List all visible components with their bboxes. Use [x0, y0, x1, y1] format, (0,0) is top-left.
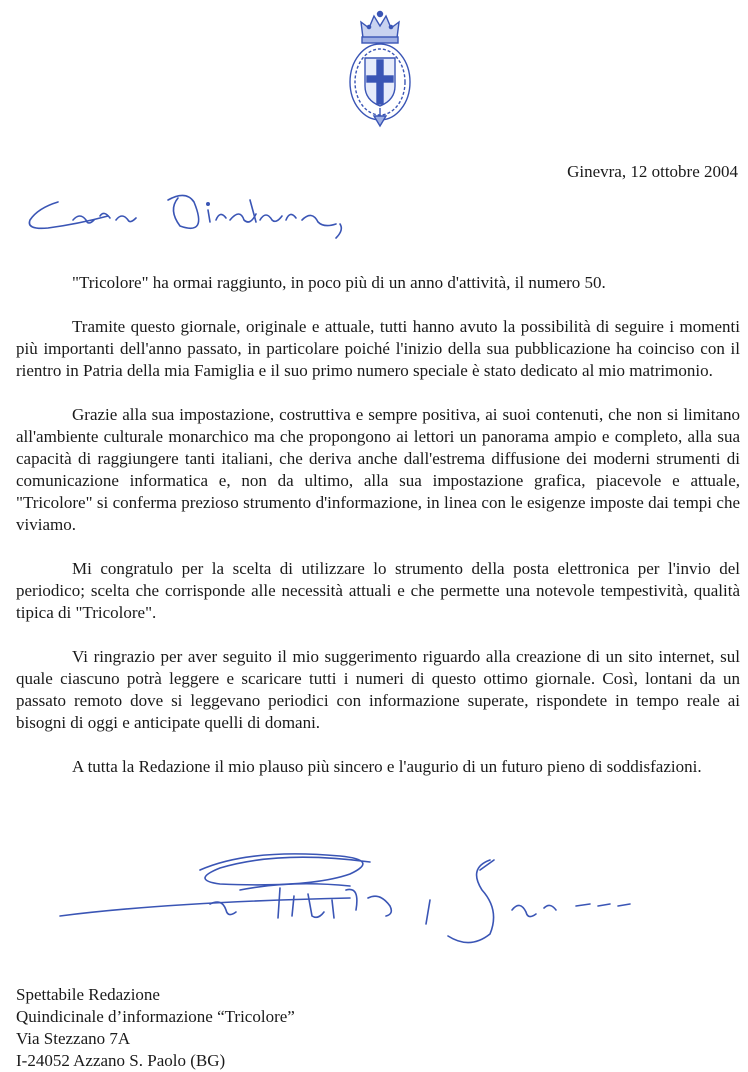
address-line-3: Via Stezzano 7A: [16, 1029, 131, 1048]
paragraph-4: Mi congratulo per la scelta di utilizzare lo strumento della posta elettronica per l'invio del periodico; scelta che corrisponde alle necessità attuali e che permette una notevole tempestività, qualità tipica di "Tricolore".: [16, 559, 740, 622]
paragraph-3: Grazie alla sua impostazione, costruttiva e sempre positiva, ai suoi contenuti, che non si limitano all'ambiente culturale monarchico ma che propongono ai lettori un panorama ampio e completo, alla sua capacità di raggiungere tanti italiani, che deriva anche dall'estrema diffusione dei moderni strumenti di comunicazione informatica e, non da ultimo, alla sua impostazione grafica, piacevole e attuale, "Tricolore" si conferma prezioso strumento d'informazione, in linea con le esigenze imposte dai tempi che viviamo.: [16, 405, 740, 534]
handwritten-signature-icon: [50, 840, 640, 950]
letter-body: [16, 272, 740, 800]
savoy-crest-icon: [341, 8, 419, 128]
handwritten-salutation-icon: [18, 180, 358, 250]
paragraph-1: "Tricolore" ha ormai raggiunto, in poco più di un anno d'attività, il numero 50.: [72, 273, 606, 292]
paragraph-6: A tutta la Redazione il mio plauso più sincero e l'augurio di un futuro pieno di soddisfazioni.: [72, 757, 702, 776]
recipient-address: [16, 984, 295, 1072]
address-line-4: I-24052 Azzano S. Paolo (BG): [16, 1051, 226, 1070]
address-line-2: Quindicinale d’informazione “Tricolore”: [16, 1007, 295, 1026]
paragraph-5: Vi ringrazio per aver seguito il mio suggerimento riguardo alla creazione di un sito internet, sul quale ciascuno potrà leggere e scaricare tutti i numeri di questo ottimo giornale. Così, lontani da un passato remoto dove si leggevano periodici con informazione superate, rispondete in tempo reale ai bisogni di oggi e anticipate quelli di domani.: [16, 647, 740, 732]
address-line-1: Spettabile Redazione: [16, 985, 160, 1004]
date-line: Ginevra, 12 ottobre 2004: [567, 162, 738, 181]
paragraph-2: Tramite questo giornale, originale e attuale, tutti hanno avuto la possibilità di seguire i momenti più importanti dell'anno passato, in particolare poiché l'inizio della sua pubblicazione ha coinciso con il rientro in Patria della mia Famiglia e il suo primo numero speciale è stato dedicato al mio matrimonio.: [16, 317, 740, 380]
